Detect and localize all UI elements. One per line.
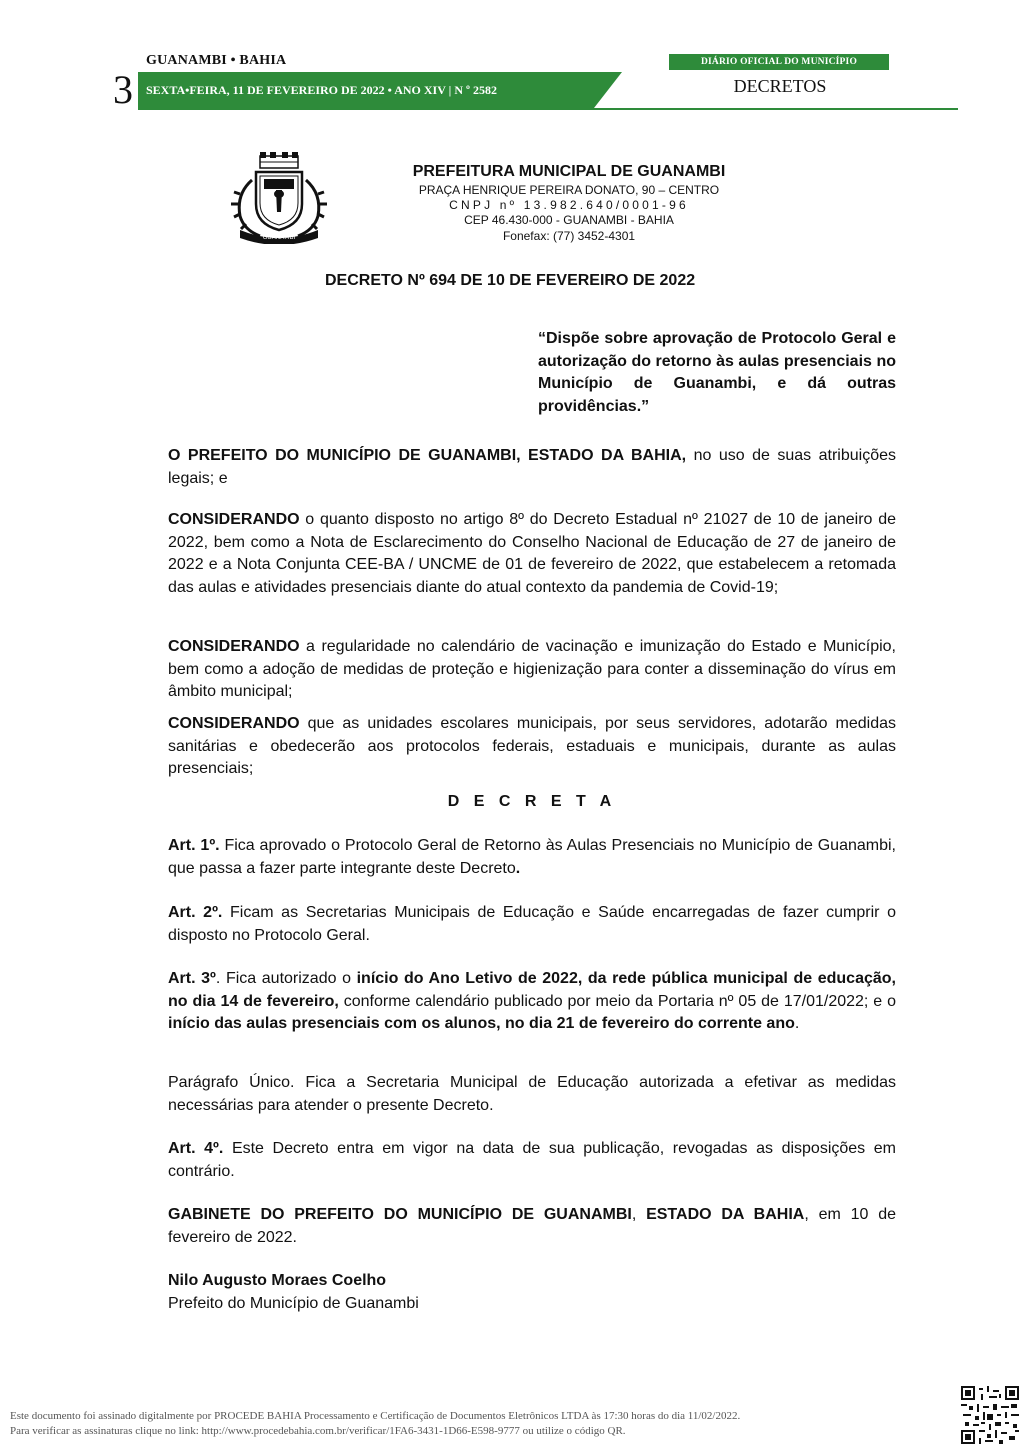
header-city: GUANAMBI • BAHIA — [146, 53, 287, 68]
letterhead-cep: CEP 46.430-000 - GUANAMBI - BAHIA — [464, 213, 674, 227]
considerando-2 — [168, 636, 896, 704]
considerando-label: CONSIDERANDO — [168, 638, 300, 655]
considerando-text: o quanto disposto no artigo 8º do Decreto Estadual nº 21027 de 10 de janeiro de 2022, bem como a Nota de Esclarecimento do Conselho Nacional de Educação de 27 de janeiro de 2022 e a Nota Conjunta CEE-BA / UNCME de 01 de fevereiro de 2022, que estabelecem a retomada das aulas e atividades presenciais diante do atual contexto da pandemia de Covid-19; — [168, 511, 896, 596]
decree-title: DECRETO Nº 694 DE 10 DE FEVEREIRO DE 2022 — [325, 272, 696, 289]
preamble-text: no uso de suas atribuições legais; e — [168, 447, 896, 487]
signer-name: Nilo Augusto Moraes Coelho — [168, 1272, 387, 1289]
article-text: Este Decreto entra em vigor na data de sua publicação, revogadas as disposições em contrário. — [168, 1140, 896, 1180]
considerando-3 — [168, 713, 896, 781]
gabinete-date: , em 10 de fevereiro de 2022. — [168, 1206, 896, 1246]
letterhead-phone: Fonefax: (77) 3452-4301 — [502, 229, 636, 243]
signer-role: Prefeito do Município de Guanambi — [168, 1295, 419, 1312]
edition-info: SEXTA•FEIRA, 11 DE FEVEREIRO DE 2022 • ANO XIV | N º 2582 — [146, 83, 497, 97]
considerando-label: CONSIDERANDO — [168, 715, 300, 732]
letterhead-cnpj: CNPJ nº 13.982.640/0001-96 — [449, 198, 689, 212]
article-2 — [168, 902, 896, 947]
considerando-label: CONSIDERANDO — [168, 511, 300, 528]
article-end: . — [794, 1015, 800, 1032]
article-label: Art. 1º. — [168, 837, 220, 854]
gabinete-state: ESTADO DA BAHIA — [646, 1206, 805, 1223]
header-divider — [138, 108, 958, 110]
considerando-text: que as unidades escolares municipais, por seus servidores, adotarão medidas sanitárias e obedecerão aos protocolos federais, estaduais e municipais, durante as aulas presenciais; — [168, 715, 896, 777]
page-number: 3 — [113, 67, 133, 112]
article-text: . Fica autorizado o — [215, 970, 357, 987]
signature-notice-line: Este documento foi assinado digitalmente por PROCEDE BAHIA Processamento e Certificação de Documentos Eletrônicos LTDA às 17:30 horas do dia 11/02/2022. — [10, 1410, 741, 1422]
signature-notice — [10, 1409, 740, 1439]
decreta-heading: D E C R E T A — [447, 793, 617, 810]
considerando-text: a regularidade no calendário de vacinação e imunização do Estado e Município, bem como a adoção de medidas de proteção e higienização para conter a disseminação do vírus em âmbito municipal; — [168, 638, 896, 700]
letterhead-title: PREFEITURA MUNICIPAL DE GUANAMBI — [412, 163, 726, 180]
svg-text:GUANAMBI: GUANAMBI — [262, 234, 296, 241]
preamble-authority: O PREFEITO DO MUNICÍPIO DE GUANAMBI, ESTADO DA BAHIA, — [168, 447, 687, 464]
article-3 — [168, 968, 896, 1036]
article-4 — [168, 1138, 896, 1183]
considerando-1 — [168, 509, 896, 599]
coat-of-arms-icon — [226, 150, 332, 244]
section-title: DECRETOS — [733, 76, 827, 96]
article-1 — [168, 835, 896, 880]
article-highlight: início do Ano Letivo de 2022, da rede pública municipal de educação, no dia 14 de fevereiro, — [168, 970, 896, 1010]
article-text: Ficam as Secretarias Municipais de Educação e Saúde encarregadas de fazer cumprir o disposto no Protocolo Geral. — [168, 904, 897, 944]
gabinete-sep: , — [631, 1206, 647, 1223]
article-label: Art. 2º. — [168, 904, 223, 921]
article-text: Fica aprovado o Protocolo Geral de Retorno às Aulas Presenciais no Município de Guanambi, que passa a fazer parte integrante deste Decreto — [168, 837, 897, 877]
article-text: conforme calendário publicado por meio da Portaria nº 05 de 17/01/2022; e o — [338, 992, 897, 1010]
diario-badge: DIÁRIO OFICIAL DO MUNICÍPIO — [669, 54, 889, 70]
article-highlight: início das aulas presenciais com os alunos, no dia 21 de fevereiro do corrente ano — [168, 1015, 795, 1032]
article-end: . — [515, 859, 521, 877]
article-label: Art. 3º — [168, 970, 216, 987]
decree-ementa: “Dispõe sobre aprovação de Protocolo Geral e autorização do retorno às aulas presenciais no Município de Guanambi, e dá outras providências.” — [538, 330, 896, 415]
letterhead-address: PRAÇA HENRIQUE PEREIRA DONATO, 90 – CENTRO — [418, 183, 720, 197]
article-label: Art. 4º. — [168, 1140, 224, 1157]
paragrafo-unico: Parágrafo Único. Fica a Secretaria Municipal de Educação autorizada a efetivar as medidas necessárias para atender o presente Decreto. — [168, 1074, 896, 1114]
gabinete-closing — [168, 1204, 896, 1249]
qr-code-icon[interactable] — [961, 1386, 1019, 1444]
preamble — [168, 445, 896, 490]
gabinete-label: GABINETE DO PREFEITO DO MUNICÍPIO DE GUANAMBI — [168, 1206, 632, 1223]
verification-link[interactable]: Para verificar as assinaturas clique no link: http://www.procedebahia.com.br/verificar/1FA6-3431-1D66-E598-9777 ou utilize o código QR. — [10, 1425, 626, 1437]
